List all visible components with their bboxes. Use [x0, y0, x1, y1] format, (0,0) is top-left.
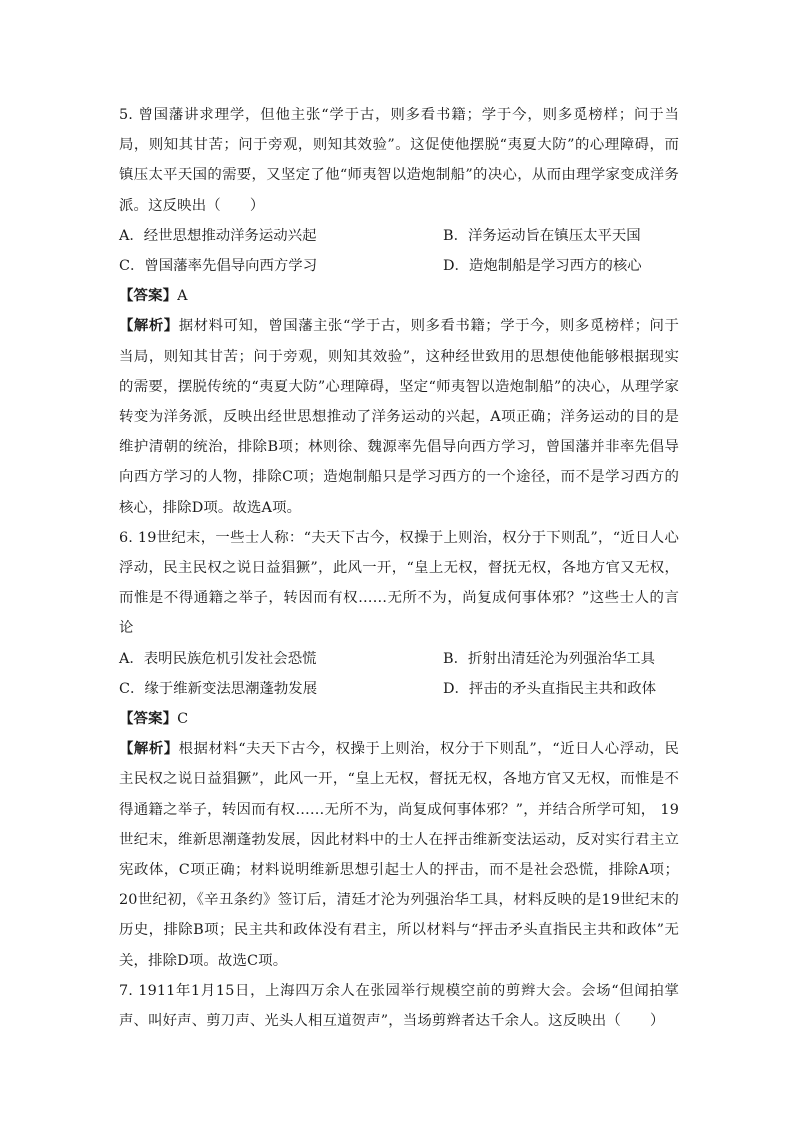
- analysis-label: 【解析】: [119, 740, 179, 758]
- answer-value: C: [177, 711, 189, 728]
- option-d: D．抨击的矛头直指民主共和政体: [443, 680, 657, 697]
- question-6-options-row-2: [119, 674, 679, 704]
- option-a: A．经世思想推动洋务运动兴起: [119, 227, 317, 244]
- question-6-stem: 6. 19世纪末，一些士人称：“夫天下古今，权操于上则治，权分于下则乱”，“近日人心浮动，民主民权之说日益猖獗”，此风一开，“皇上无权，督抚无权，各地方官又无权，而惟是不得通籍之举子，转因而有权……无所不为，尚复成何事体邪？”这些士人的言论: [119, 529, 679, 637]
- question-7-stem: 7. 1911年1月15日，上海四万余人在张园举行规模空前的剪辫大会。会场“但闻拍掌声、叫好声、剪刀声、光头人相互道贺声”，当场剪辫者达千余人。这反映出（ ）: [119, 982, 679, 1030]
- question-5-analysis: [119, 311, 679, 522]
- question-5-answer: [119, 281, 679, 311]
- question-6-answer: [119, 704, 679, 734]
- question-6-analysis: [119, 734, 679, 976]
- answer-label: 【答案】: [119, 710, 178, 728]
- question-5-stem: 5. 曾国藩讲求理学，但他主张“学于古，则多看书籍；学于今，则多觅榜样；问于当局，则知其甘苦；问于旁观，则知其效验”。这促使他摆脱“夷夏大防”的心理障碍，而镇压太平天国的需要，又坚定了他“师夷智以造炮制船”的决心，从而由理学家变成洋务派。这反映出（ ）: [119, 107, 679, 214]
- question-5-options-row-2: [119, 251, 679, 281]
- analysis-label: 【解析】: [119, 317, 179, 335]
- option-a: A．表明民族危机引发社会恐慌: [119, 650, 317, 667]
- question-6-options-row-1: [119, 644, 679, 674]
- option-b: B．折射出清廷沦为列强治华工具: [443, 650, 656, 667]
- question-5-options-row-1: [119, 221, 679, 251]
- analysis-text: 根据材料“夫天下古今，权操于上则治，权分于下则乱”，“近日人心浮动，民主民权之说日益猖獗”，此风一开，“皇上无权，督抚无权，各地方官又无权，而惟是不得通籍之举子，转因而有权……无所不为，尚复成何事体邪？”，并结合所学可知， 19世纪末，维新思潮蓬勃发展，因此材料中的士人在抨击维新变法运动，反对实行君主立宪政体，C项正确；材料说明维新思想引起士人的抨击，而不是社会恐慌，排除A项；20世纪初，《辛丑条约》签订后，清廷才沦为列强治华工具，材料反映的是19世纪末的历史，排除B项；民主共和政体没有君主，所以材料与“抨击矛头直指民主共和政体”无关，排除D项。故选C项。: [119, 741, 679, 969]
- option-c: C．缘于维新变法思潮蓬勃发展: [119, 680, 318, 697]
- exam-page: [119, 100, 679, 1036]
- analysis-text: 据材料可知，曾国藩主张“学于古，则多看书籍；学于今，则多觅榜样；问于当局，则知其甘苦；问于旁观，则知其效验”，这种经世致用的思想使他能够根据现实的需要，摆脱传统的“夷夏大防”心理障碍，坚定“师夷智以造炮制船”的决心，从理学家转变为洋务派，反映出经世思想推动了洋务运动的兴起，A项正确；洋务运动的目的是维护清朝的统治，排除B项；林则徐、魏源率先倡导向西方学习，曾国藩并非率先倡导向西方学习的人物，排除C项；造炮制船只是学习西方的一个途径，而不是学习西方的核心，排除D项。故选A项。: [119, 318, 679, 516]
- answer-value: A: [177, 288, 188, 305]
- option-d: D．造炮制船是学习西方的核心: [443, 258, 642, 275]
- answer-label: 【答案】: [119, 287, 178, 305]
- option-b: B．洋务运动旨在镇压太平天国: [443, 227, 641, 244]
- option-c: C．曾国藩率先倡导向西方学习: [119, 258, 318, 275]
